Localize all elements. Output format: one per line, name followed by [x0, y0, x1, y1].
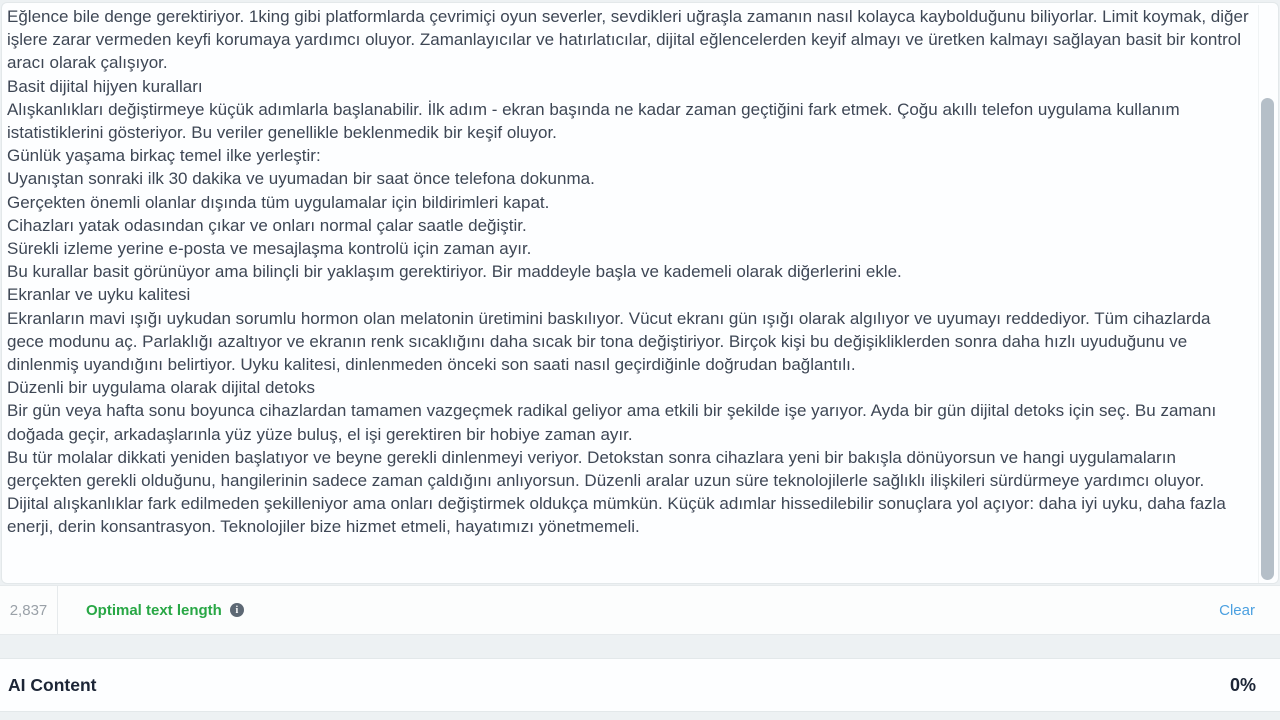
editor-paragraph: Bu kurallar basit görünüyor ama bilinçli bir yaklaşım gerektiriyor. Bir maddeyle başla ve kademeli olarak diğerlerini ekle.: [7, 262, 902, 282]
text-length-status-label: Optimal text length: [86, 601, 222, 619]
editor-paragraph: Günlük yaşama birkaç temel ilke yerleştir:: [7, 146, 321, 166]
editor-paragraph: Ekranların mavi ışığı uykudan sorumlu hormon olan melatonin üretimini baskılıyor. Vücut ekranı gün ışığı olarak algılıyor ve uyumayı reddediyor. Tüm cihazlarda gece modunu aç. Parlaklığı azaltıyor ve ekranın renk sıcaklığını daha sıcak bir tona değiştiriyor. Birçok kişi bu değişikliklerden sonra daha hızlı uyuduğunu ve dinlenmiş uyandığını belirtiyor. Uyku kalitesi, dinlenmeden önceki son saati nasıl geçirdiğinle doğrudan bağlantılı.: [7, 308, 1211, 375]
editor-scrollbar-thumb[interactable]: [1261, 98, 1274, 580]
character-count: 2,837: [0, 586, 58, 634]
editor-paragraph: Eğlence bile denge gerektiriyor. 1king gibi platformlarda çevrimiçi oyun severler, sevdikleri uğraşla zamanın nasıl kolayca kaybolduğunu biliyorlar. Limit koymak, diğer işlere zarar vermeden keyfi korumaya yardımcı oluyor. Zamanlayıcılar ve hatırlatıcılar, dijital eğlencelerden keyif almayı ve üretken kalmayı sağlayan basit bir kontrol aracı olarak çalışıyor.: [7, 7, 1249, 73]
editor-paragraph: Basit dijital hijyen kuralları: [7, 76, 203, 96]
ai-content-percentage: 0%: [1229, 674, 1256, 695]
info-icon[interactable]: i: [230, 603, 244, 617]
editor-paragraph: Ekranlar ve uyku kalitesi: [7, 285, 191, 305]
ai-content-title: AI Content: [8, 674, 97, 695]
editor-paragraph: Gerçekten önemli olanlar dışında tüm uygulamalar için bildirimleri kapat.: [7, 192, 550, 212]
text-length-status: [86, 602, 244, 619]
ai-content-panel: [0, 658, 1280, 712]
editor-paragraph: Sürekli izleme yerine e-posta ve mesajlaşma kontrolü için zaman ayır.: [7, 239, 532, 259]
editor-paragraph: Bir gün veya hafta sonu boyunca cihazlardan tamamen vazgeçmek radikal geliyor ama etkili bir şekilde işe yarıyor. Ayda bir gün dijital detoks için seç. Bu zamanı doğada geçir, arkadaşlarınla yüz yüze buluş, el işi gerektiren bir hobiye zaman ayır.: [7, 401, 1217, 444]
editor-paragraph: Alışkanlıkları değiştirmeye küçük adımlarla başlanabilir. İlk adım - ekran başında ne kadar zaman geçtiğini fark etmek. Çoğu akıllı telefon uygulama kullanım istatistiklerini gösteriyor. Bu veriler genellikle beklenmedik bir keşif oluyor.: [7, 99, 1180, 143]
editor-paragraph: Dijital alışkanlıklar fark edilmeden şekilleniyor ama onları değiştirmek oldukça mümkün. Küçük adımlar hissedilebilir sonuçlara yol açıyor: daha iyi uyku, daha fazla enerji, derin konsantrasyon. Teknolojiler bize hizmet etmeli, hayatımızı yönetmemeli.: [7, 494, 1226, 537]
editor-status-bar: [0, 585, 1280, 635]
editor-paragraph: Bu tür molalar dikkati yeniden başlatıyor ve beyne gerekli dinlenmeyi veriyor. Detokstan sonra cihazlara yeni bir bakışla dönüyorsun ve hangi uygulamaların gerçekten gerekli olduğunu, hangilerinin sadece zaman çaldığını anlıyorsun. Düzenli aralar uzun süre teknolojilerle sağlıklı ilişkileri sürdürmeye yardımcı oluyor.: [7, 447, 1205, 491]
text-editor-card: [1, 2, 1279, 584]
editor-paragraph: Cihazları yatak odasından çıkar ve onları normal çalar saatle değiştir.: [7, 215, 527, 235]
editor-textarea[interactable]: [2, 3, 1258, 583]
editor-paragraph: Uyanıştan sonraki ilk 30 dakika ve uyumadan bir saat önce telefona dokunma.: [7, 169, 595, 189]
editor-scrollbar-track[interactable]: [1258, 5, 1277, 584]
editor-paragraph: Düzenli bir uygulama olarak dijital detoks: [7, 378, 316, 398]
clear-button[interactable]: Clear: [1219, 601, 1255, 619]
